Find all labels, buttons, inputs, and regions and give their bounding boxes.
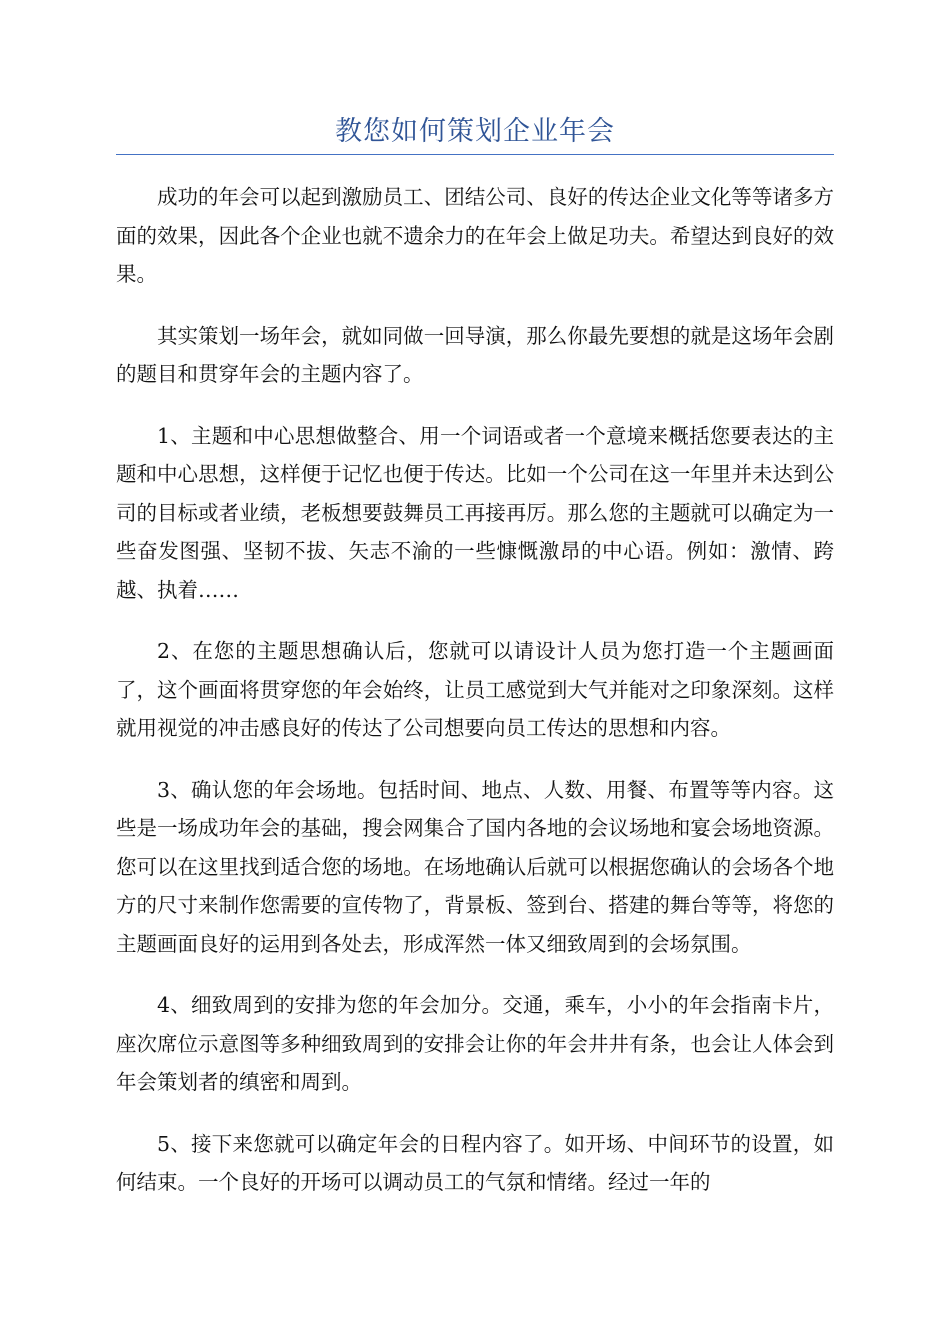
paragraph-step-1: 1、主题和中心思想做整合、用一个词语或者一个意境来概括您要表达的主题和中心思想，这样便于记忆也便于传达。比如一个公司在这一年里并未达到公司的目标或者业绩，老板想要鼓舞员工再接再厉。那么您的主题就可以确定为一些奋发图强、坚韧不拔、矢志不渝的一些慷慨激昂的中心语。例如：激情、跨越、执着……: [116, 423, 834, 602]
paragraph-step-4: 4、细致周到的安排为您的年会加分。交通，乘车，小小的年会指南卡片，座次席位示意图等多种细致周到的安排会让你的年会井井有条，也会让人体会到年会策划者的缜密和周到。: [116, 993, 834, 1094]
paragraph-step-3: 3、确认您的年会场地。包括时间、地点、人数、用餐、布置等等内容。这些是一场成功年会的基础，搜会网集合了国内各地的会议场地和宴会场地资源。您可以在这里找到适合您的场地。在场地确认后就可以根据您确认的会场各个地方的尺寸来制作您需要的宣传物了，背景板、签到台、搭建的舞台等等，将您的主题画面良好的运用到各处去，形成浑然一体又细致周到的会场氛围。: [116, 777, 834, 956]
title-underline: [116, 154, 834, 155]
paragraph-step-2: 2、在您的主题思想确认后，您就可以请设计人员为您打造一个主题画面了，这个画面将贯穿您的年会始终，让员工感觉到大气并能对之印象深刻。这样就用视觉的冲击感良好的传达了公司想要向员工传达的思想和内容。: [116, 639, 834, 740]
paragraph-intro: 成功的年会可以起到激励员工、团结公司、良好的传达企业文化等等诸多方面的效果，因此各个企业也就不遗余力的在年会上做足功夫。希望达到良好的效果。: [116, 185, 834, 286]
paragraph-step-5: 5、接下来您就可以确定年会的日程内容了。如开场、中间环节的设置，如何结束。一个良好的开场可以调动员工的气氛和情绪。经过一年的: [116, 1131, 834, 1194]
page-title: 教您如何策划企业年会: [335, 116, 615, 147]
document-body: [116, 178, 834, 1225]
paragraph-overview: 其实策划一场年会，就如同做一回导演，那么你最先要想的就是这场年会剧的题目和贯穿年会的主题内容了。: [116, 323, 834, 386]
